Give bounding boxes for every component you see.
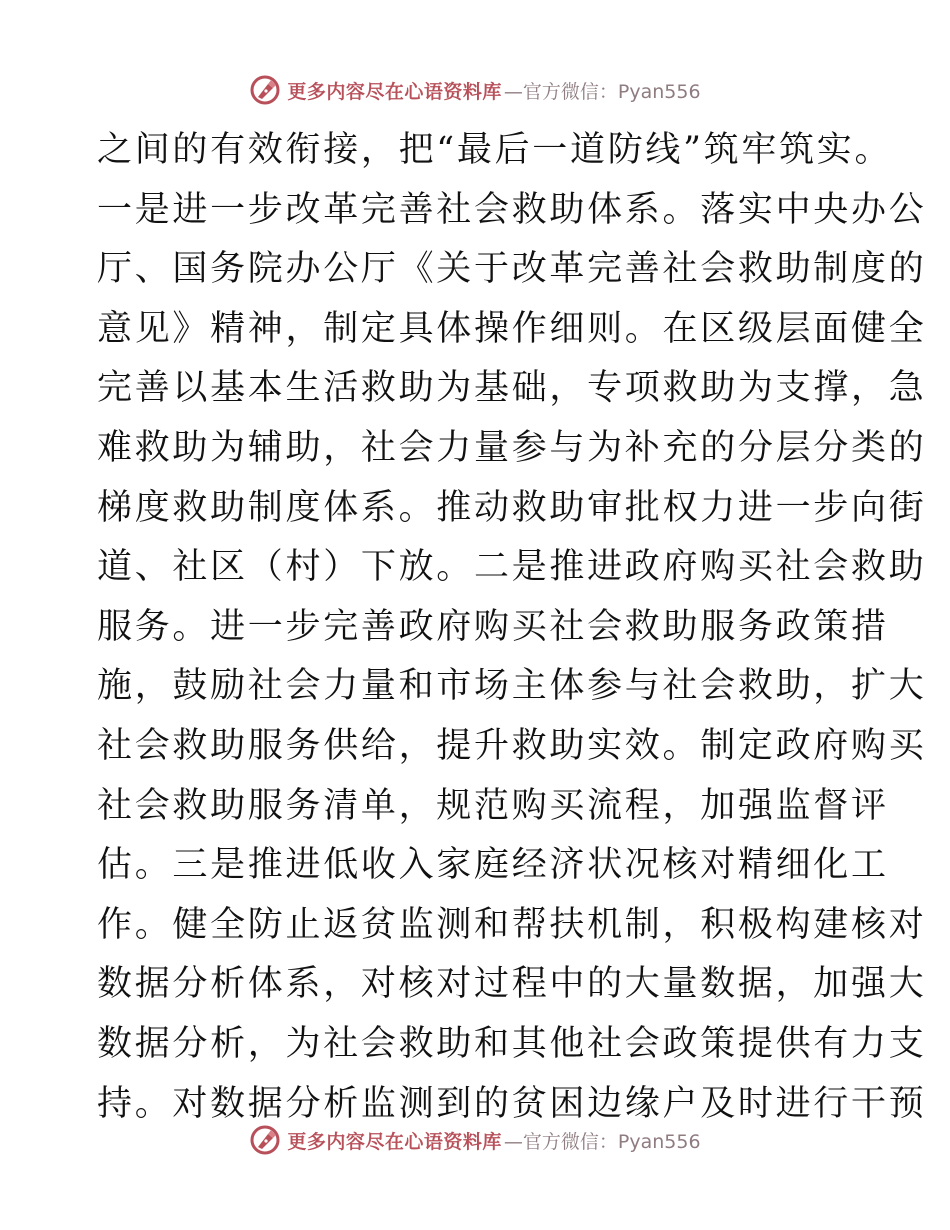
footer-watermark xyxy=(0,1120,950,1160)
watermark-brand: 更多内容尽在心语资料库 xyxy=(287,1130,502,1153)
text-line: 社会救助服务供给，提升救助实效。制定政府购买 xyxy=(97,725,927,766)
watermark-brand: 更多内容尽在心语资料库 xyxy=(287,80,502,103)
text-line: 意见》精神，制定具体操作细则。在区级层面健全 xyxy=(97,308,927,349)
text-line: 施，鼓励社会力量和市场主体参与社会救助，扩大 xyxy=(97,666,927,707)
document-body xyxy=(97,121,927,1134)
text-line: 难救助为辅助，社会力量参与为补充的分层分类的 xyxy=(97,427,927,468)
text-line: 梯度救助制度体系。推动救助审批权力进一步向街 xyxy=(97,487,927,528)
text-line: 估。三是推进低收入家庭经济状况核对精细化工 xyxy=(97,845,889,886)
text-line: 社会救助服务清单，规范购买流程，加强监督评 xyxy=(97,785,889,826)
text-line: 厅、国务院办公厅《关于改革完善社会救助制度的 xyxy=(97,249,927,290)
text-line: 数据分析体系，对核对过程中的大量数据，加强大 xyxy=(97,964,927,1005)
watermark-contact: —官方微信：Pyan556 xyxy=(503,1130,701,1153)
text-line: 一是进一步改革完善社会救助体系。落实中央办公 xyxy=(97,189,927,230)
text-line: 数据分析，为社会救助和其他社会政策提供有力支 xyxy=(97,1023,927,1064)
text-line: 作。健全防止返贫监测和帮扶机制，积极构建核对 xyxy=(97,904,927,945)
text-line: 持。对数据分析监测到的贫困边缘户及时进行干预 xyxy=(97,1083,927,1124)
pen-nib-icon xyxy=(249,1124,281,1156)
text-line: 完善以基本生活救助为基础，专项救助为支撑，急 xyxy=(97,368,927,409)
header-watermark xyxy=(0,70,950,110)
text-line: 之间的有效衔接，把“最后一道防线”筑牢筑实。 xyxy=(97,130,893,170)
text-line: 服务。进一步完善政府购买社会救助服务政策措 xyxy=(97,606,889,647)
pen-nib-icon xyxy=(249,74,281,106)
text-line: 道、社区（村）下放。二是推进政府购买社会救助 xyxy=(97,547,927,588)
watermark-contact: —官方微信：Pyan556 xyxy=(503,80,701,103)
